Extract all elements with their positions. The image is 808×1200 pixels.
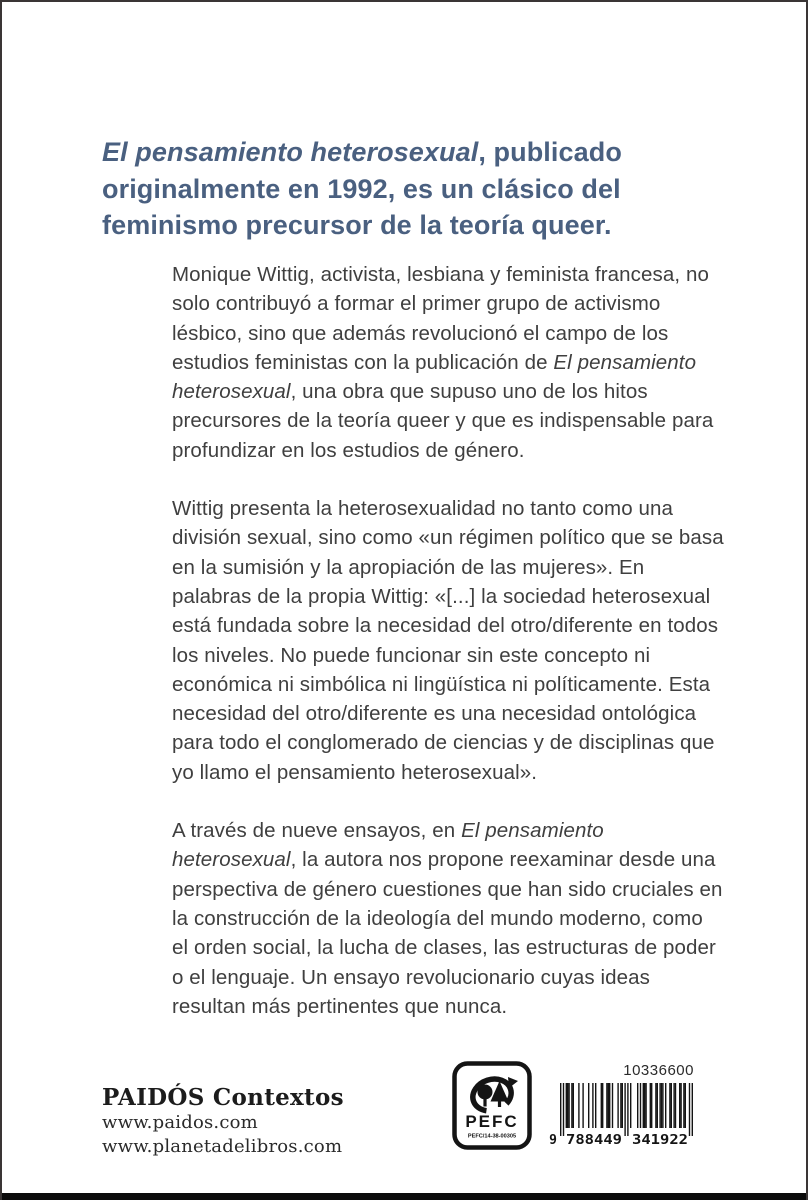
paragraph-thesis: Wittig presenta la heterosexualidad no tanto como una división sexual, sino como «un régimen político que se basa en la sumisión y la apropiación de las mujeres». En palabras de la propia Wittig: «[...] la sociedad heterosexual está fundada sobre la necesidad del otro/diferente en todos los niveles. No puede funcionar sin este concepto ni económica ni simbólica ni lingüística ni políticamente. Esta necesidad del otro/diferente es una necesidad ontológica para todo el conglomerado de ciencias y de disciplinas que yo llamo el pensamiento heterosexual». [172,497,724,784]
pefc-trees-icon [452,1061,532,1150]
cover-bottom-edge [2,1193,806,1200]
pefc-certification-badge [452,1061,532,1155]
svg-text:9: 9 [549,1133,557,1147]
headline: El pensamiento heterosexual, publicado originalmente en 1992, es un clásico del feminismo precursor de la teoría queer. [102,137,622,240]
body-copy [172,260,724,1050]
product-code: 10336600 [623,1062,694,1079]
paragraph-summary: A través de nueve ensayos, en El pensamiento heterosexual, la autora nos propone reexaminar desde una perspectiva de género cuestiones que han sido cruciales en la construcción de la ideología del mundo moderno, como el orden social, la lucha de clases, las estructuras de poder o el lenguaje. Un ensayo revolucionario cuyas ideas resultan más pertinentes que nunca. [172,819,723,1018]
ean13-barcode [547,1083,695,1147]
svg-text:788449: 788449 [566,1133,622,1147]
svg-text:341922: 341922 [632,1133,688,1147]
svg-text:PEFC/14-38-00305: PEFC/14-38-00305 [467,1133,517,1140]
svg-text:PEFC: PEFC [465,1112,519,1131]
planetadelibros-url: www.planetadelibros.com [102,1136,343,1157]
barcode-block [547,1062,695,1152]
publisher-url: www.paidos.com [102,1112,258,1133]
publisher-imprint: PAIDÓS Contextos [102,1084,344,1111]
paragraph-bio: Monique Wittig, activista, lesbiana y feminista francesa, no solo contribuyó a formar el primer grupo de activismo lésbico, sino que además revolucionó el campo de los estudios feministas con la publicación de El pensamiento heterosexual, una obra que supuso uno de los hitos precursores de la teoría queer y que es indispensable para profundizar en los estudios de género. [172,263,714,462]
